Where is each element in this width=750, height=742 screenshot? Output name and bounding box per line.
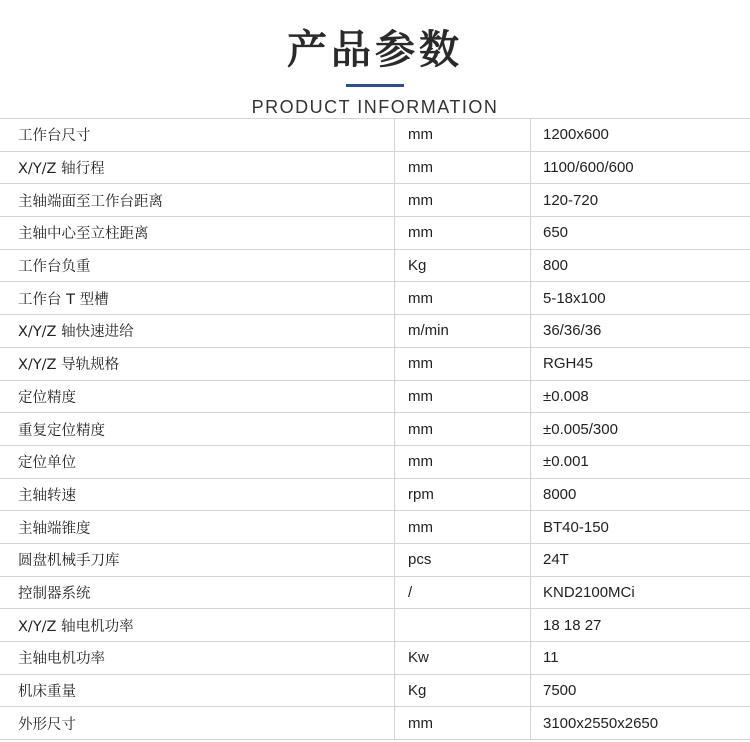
param-unit: mm [395,119,531,152]
param-value: 1100/600/600 [531,151,750,184]
param-value: ±0.001 [531,445,750,478]
param-name: X/Y/Z 导轨规格 [0,347,395,380]
param-name: 主轴电机功率 [0,642,395,675]
parameters-table [0,118,750,740]
table-row [0,576,750,609]
param-unit: rpm [395,478,531,511]
param-value: 8000 [531,478,750,511]
param-unit: Kg [395,249,531,282]
param-name: 工作台 T 型槽 [0,282,395,315]
param-unit: mm [395,151,531,184]
table-row [0,413,750,446]
param-name: 定位精度 [0,380,395,413]
table-row [0,249,750,282]
table-row [0,184,750,217]
param-unit: Kw [395,642,531,675]
param-unit: mm [395,511,531,544]
param-value: 650 [531,217,750,250]
param-value: 36/36/36 [531,315,750,348]
param-unit: mm [395,413,531,446]
param-unit: mm [395,445,531,478]
param-value: 120-720 [531,184,750,217]
param-value: 3100x2550x2650 [531,707,750,740]
param-value: ±0.008 [531,380,750,413]
param-value: KND2100MCi [531,576,750,609]
param-name: 主轴转速 [0,478,395,511]
table-row [0,707,750,740]
table-row [0,282,750,315]
param-unit: mm [395,184,531,217]
table-row [0,217,750,250]
param-value: 800 [531,249,750,282]
param-name: 重复定位精度 [0,413,395,446]
param-name: 圆盘机械手刀库 [0,543,395,576]
page-subtitle: PRODUCT INFORMATION [251,97,499,117]
param-value: BT40-150 [531,511,750,544]
param-name: 机床重量 [0,674,395,707]
param-name: X/Y/Z 轴电机功率 [0,609,395,642]
page-title: 产品参数 [287,27,463,73]
table-row [0,347,750,380]
param-value: 1200x600 [531,119,750,152]
table-row [0,674,750,707]
param-value: 11 [531,642,750,675]
title-underline [346,84,404,87]
param-name: 主轴中心至立柱距离 [0,217,395,250]
section-header [0,0,750,118]
parameters-table-body [0,119,750,740]
param-name: 工作台负重 [0,249,395,282]
table-row [0,445,750,478]
param-unit: mm [395,282,531,315]
table-row [0,151,750,184]
param-name: 主轴端锥度 [0,511,395,544]
param-unit: / [395,576,531,609]
param-unit: mm [395,380,531,413]
param-value: 7500 [531,674,750,707]
param-unit: mm [395,217,531,250]
param-value: ±0.005/300 [531,413,750,446]
param-name: X/Y/Z 轴行程 [0,151,395,184]
param-value: RGH45 [531,347,750,380]
table-row [0,609,750,642]
param-name: 控制器系统 [0,576,395,609]
param-value: 24T [531,543,750,576]
table-row [0,511,750,544]
param-unit [395,609,531,642]
param-value: 18 18 27 [531,609,750,642]
table-row [0,642,750,675]
table-row [0,543,750,576]
param-name: 外形尺寸 [0,707,395,740]
param-name: 主轴端面至工作台距离 [0,184,395,217]
table-row [0,315,750,348]
table-row [0,119,750,152]
param-unit: Kg [395,674,531,707]
param-name: X/Y/Z 轴快速进给 [0,315,395,348]
param-unit: pcs [395,543,531,576]
param-unit: m/min [395,315,531,348]
param-unit: mm [395,707,531,740]
table-row [0,380,750,413]
table-row [0,478,750,511]
param-name: 工作台尺寸 [0,119,395,152]
param-value: 5-18x100 [531,282,750,315]
param-unit: mm [395,347,531,380]
param-name: 定位单位 [0,445,395,478]
